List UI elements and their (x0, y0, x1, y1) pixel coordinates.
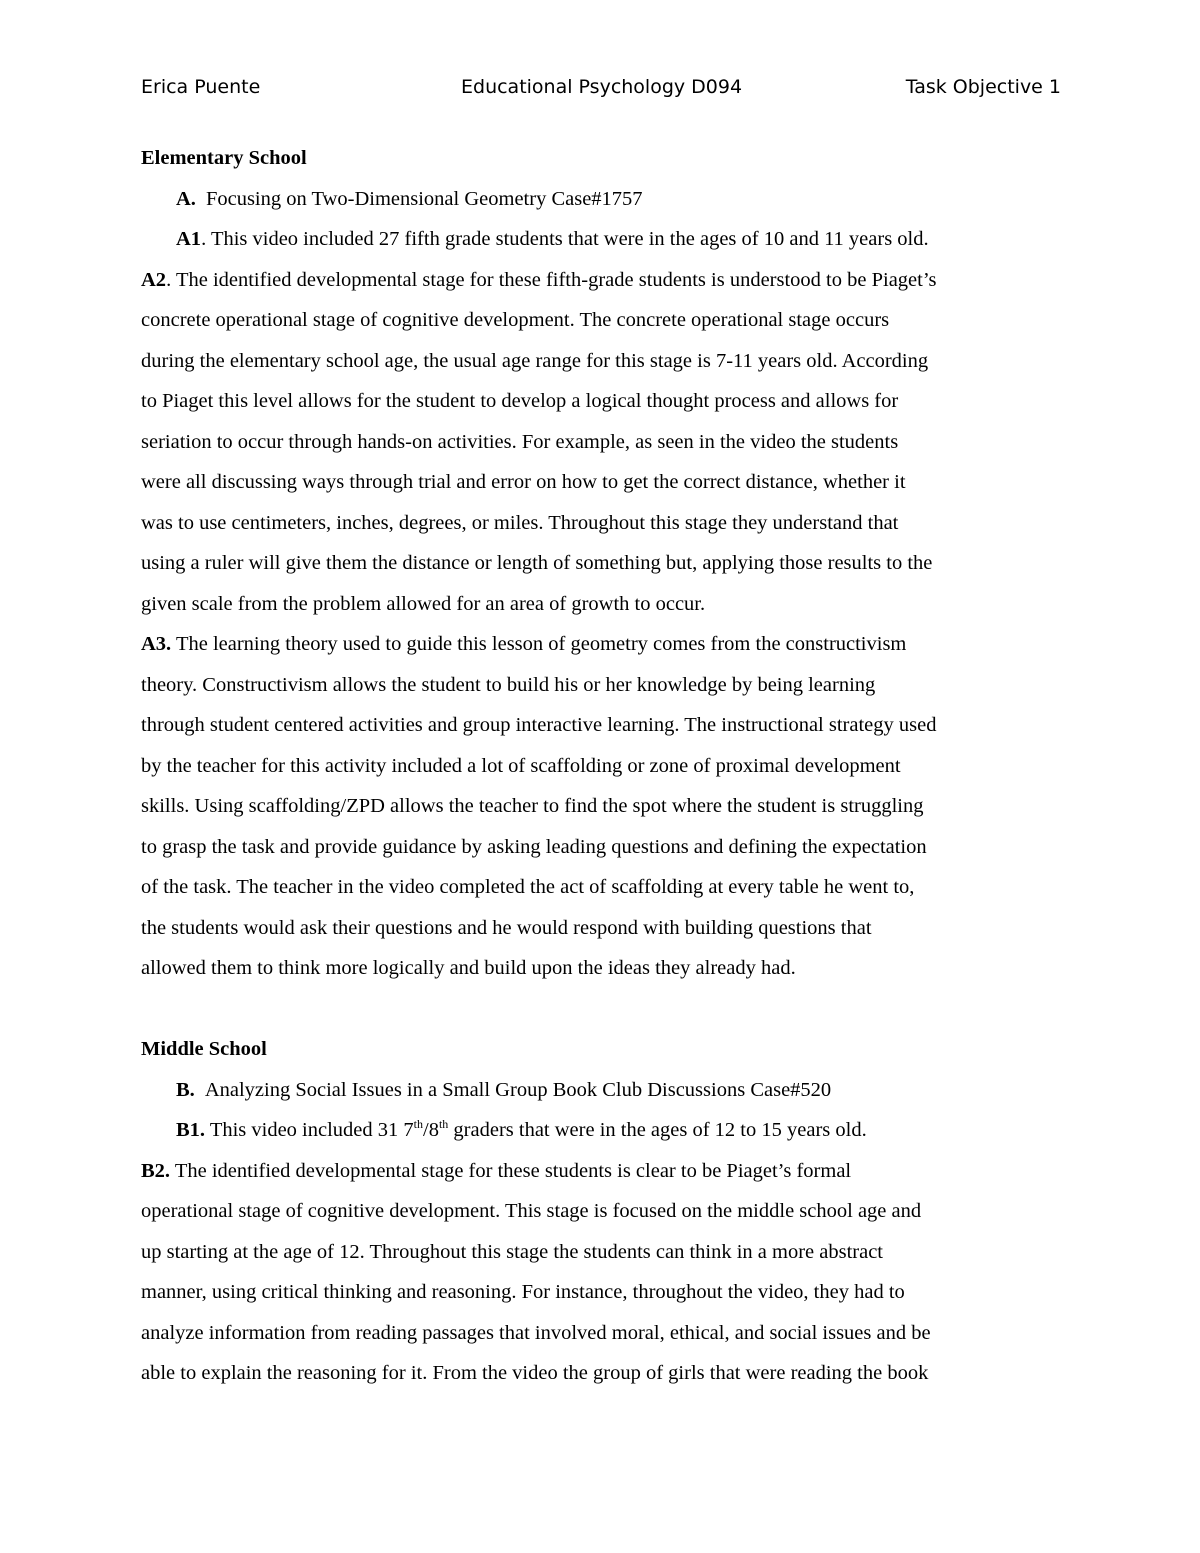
item-a2-label: A2 (141, 268, 167, 291)
item-b1 (141, 1110, 1061, 1151)
item-a1 (141, 219, 1061, 260)
section-heading-elementary: Elementary School (141, 147, 307, 169)
item-a3-line: through student centered activities and group interactive learning. The instructional strategy used (141, 714, 937, 736)
paragraph-spacer (141, 989, 1061, 1030)
item-a2-line: during the elementary school age, the usual age range for this stage is 7-11 years old. According (141, 349, 929, 372)
item-a-text: Focusing on Two-Dimensional Geometry Case#1757 (205, 187, 643, 210)
item-a3-line: to grasp the task and provide guidance by asking leading questions and defining the expectation (141, 835, 927, 858)
item-a2-line (141, 260, 1061, 301)
item-a3-line: theory. Constructivism allows the student to build his or her knowledge by being learning (141, 673, 876, 696)
item-a2-line: using a ruler will give them the distance or length of something but, applying those results to the (141, 552, 933, 574)
item-a2-line: were all discussing ways through trial and error on how to get the correct distance, whether it (141, 471, 906, 493)
item-a3-label: A3. (141, 633, 172, 655)
item-a3-line: of the task. The teacher in the video completed the act of scaffolding at every table he went to, (141, 876, 915, 898)
header-task: Task Objective 1 (905, 76, 1061, 98)
item-b2-text: The identified developmental stage for these students is clear to be Piaget’s formal (170, 1159, 852, 1182)
item-a-label: A. (176, 187, 196, 210)
page-header (141, 72, 1061, 102)
item-a (141, 179, 1061, 220)
item-b1-text-3: graders that were in the ages of 12 to 15 years old. (448, 1119, 867, 1141)
item-a2-line: was to use centimeters, inches, degrees, or miles. Throughout this stage they understand that (141, 511, 899, 534)
item-b2-line: up starting at the age of 12. Throughout this stage the students can think in a more abstract (141, 1240, 884, 1263)
item-a2-line: to Piaget this level allows for the student to develop a logical thought process and allows for (141, 390, 899, 412)
item-a1-label: A1 (176, 228, 202, 250)
item-b2-line: manner, using critical thinking and reasoning. For instance, throughout the video, they had to (141, 1281, 905, 1303)
item-a3-text: The learning theory used to guide this lesson of geometry comes from the constructivism (171, 633, 907, 655)
item-a3-line: the students would ask their questions and he would respond with building questions that (141, 916, 872, 939)
item-b1-superscript-1: th (413, 1117, 423, 1131)
document-body (141, 138, 1061, 1394)
item-b1-text-1: This video included 31 7 (205, 1119, 414, 1141)
item-a3-line: skills. Using scaffolding/ZPD allows the teacher to find the spot where the student is struggling (141, 795, 924, 817)
item-a1-text: . This video included 27 fifth grade students that were in the ages of 10 and 11 years old. (201, 228, 929, 250)
item-b1-label: B1. (176, 1119, 206, 1141)
item-a3-line: by the teacher for this activity included a lot of scaffolding or zone of proximal development (141, 754, 901, 777)
item-a3-line (141, 624, 1061, 665)
header-course: Educational Psychology D094 (461, 76, 743, 98)
item-b-label: B. (176, 1078, 195, 1101)
item-b2-line: operational stage of cognitive development. This stage is focused on the middle school age and (141, 1200, 922, 1222)
section-heading-middle: Middle School (141, 1038, 267, 1060)
item-a2-line: given scale from the problem allowed for an area of growth to occur. (141, 592, 706, 615)
item-b (141, 1070, 1061, 1111)
item-a3-line: allowed them to think more logically and build upon the ideas they already had. (141, 957, 796, 979)
item-b1-text-2: /8 (423, 1119, 439, 1141)
header-author: Erica Puente (141, 76, 261, 98)
item-b2-line (141, 1151, 1061, 1192)
item-b2-line: analyze information from reading passages that involved moral, ethical, and social issues and be (141, 1321, 931, 1344)
item-b2-label: B2. (141, 1159, 171, 1182)
item-b-text: Analyzing Social Issues in a Small Group Book Club Discussions Case#520 (204, 1078, 832, 1101)
item-a2-text: . The identified developmental stage for these fifth-grade students is understood to be Piaget’s (166, 268, 937, 291)
item-a2-line: concrete operational stage of cognitive development. The concrete operational stage occurs (141, 309, 890, 331)
item-b1-superscript-2: th (438, 1117, 449, 1131)
item-b2-line: able to explain the reasoning for it. From the video the group of girls that were reading the book (141, 1362, 929, 1384)
item-a2-line: seriation to occur through hands-on activities. For example, as seen in the video the students (141, 430, 899, 453)
